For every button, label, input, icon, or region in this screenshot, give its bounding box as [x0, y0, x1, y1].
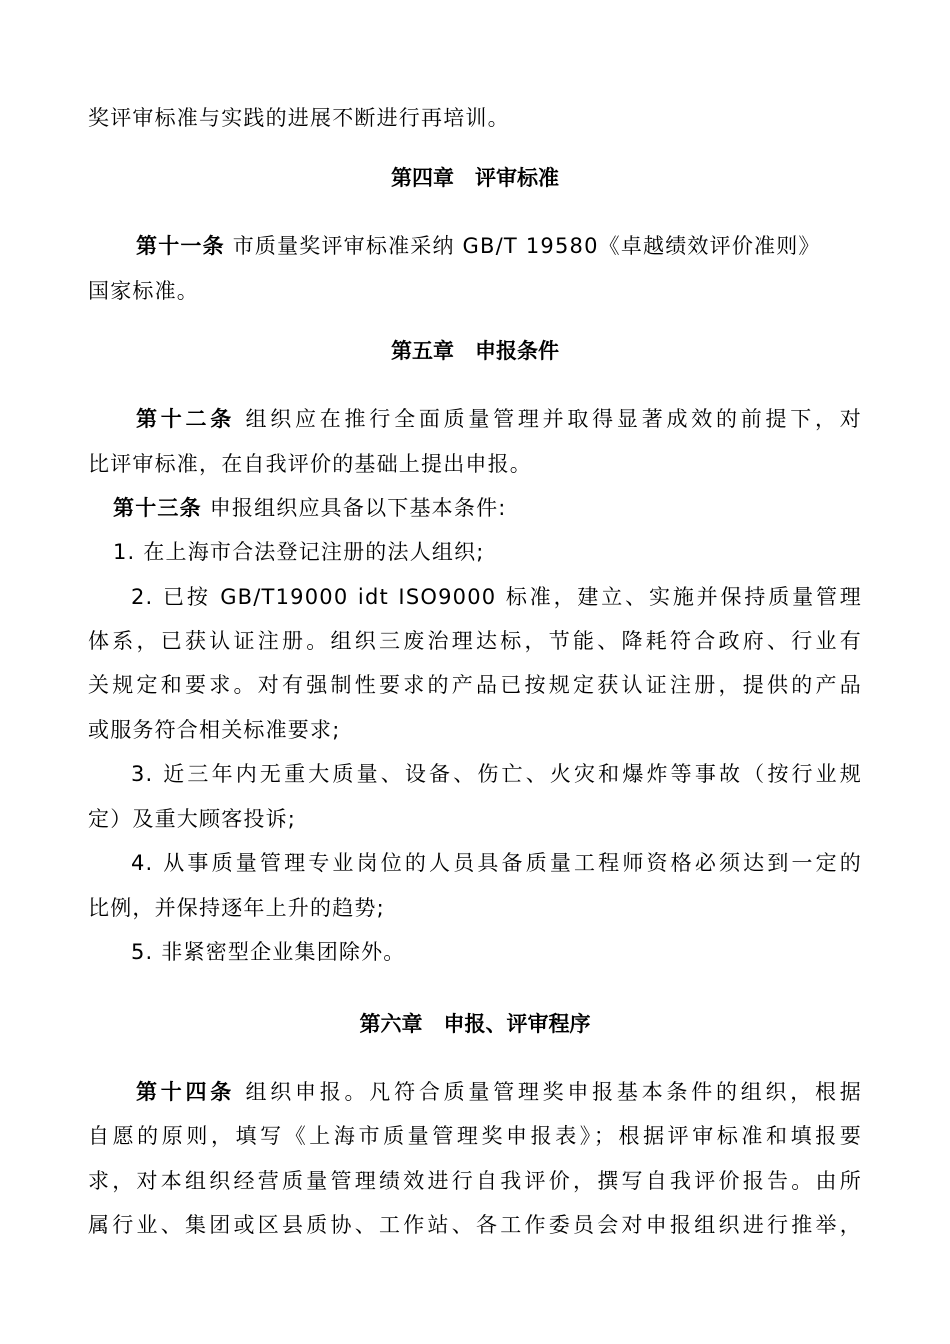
article-14-line-2: 自愿的原则，填写《上海市质量管理奖申报表》；根据评审标准和填报要: [88, 1124, 862, 1148]
chapter-6-heading: 第六章 申报、评审程序: [359, 1012, 591, 1036]
article-11-line-2: 国家标准。: [88, 279, 199, 303]
list-item-2-line-3: 关规定和要求。对有强制性要求的产品已按规定获认证注册，提供的产品: [88, 673, 862, 697]
chapter-5-heading: 第五章 申报条件: [391, 339, 559, 363]
article-14-line-3: 求，对本组织经营质量管理绩效进行自我评价，撰写自我评价报告。由所: [88, 1169, 862, 1193]
list-item-1: 1. 在上海市合法登记注册的法人组织;: [113, 540, 485, 564]
list-item-4-line-1: 4. 从事质量管理专业岗位的人员具备质量工程师资格必须达到一定的: [131, 851, 862, 875]
article-13-line-1: [113, 493, 862, 523]
list-item-2-line-4: 或服务符合相关标准要求;: [88, 718, 341, 742]
article-13-text: 申报组织应具备以下基本条件:: [201, 496, 507, 520]
article-14-line-4: 属行业、集团或区县质协、工作站、各工作委员会对申报组织进行推举，: [88, 1213, 862, 1237]
article-11-label: 第十一条: [136, 234, 225, 258]
article-11-text: 市质量奖评审标准采纳 GB/T 19580《卓越绩效评价准则》: [224, 234, 821, 258]
article-14-line-1: [136, 1077, 862, 1107]
list-item-2-line-2: 体系，已获认证注册。组织三废治理达标，节能、降耗符合政府、行业有: [88, 629, 862, 653]
list-item-3-line-1: 3. 近三年内无重大质量、设备、伤亡、火灾和爆炸等事故（按行业规: [131, 762, 862, 786]
paragraph-line: 奖评审标准与实践的进展不断进行再培训。: [88, 106, 510, 130]
list-item-5: 5. 非紧密型企业集团除外。: [131, 940, 406, 964]
article-13-label: 第十三条: [113, 496, 202, 520]
article-14-text: 组织申报。凡符合质量管理奖申报基本条件的组织，根据: [235, 1080, 862, 1104]
article-12-line-2: 比评审标准，在自我评价的基础上提出申报。: [88, 452, 532, 476]
chapter-4-heading: 第四章 评审标准: [391, 166, 559, 190]
list-item-2-line-1: 2. 已按 GB/T19000 idt ISO9000 标准，建立、实施并保持质量管理: [131, 585, 862, 609]
article-12-label: 第十二条: [136, 407, 236, 431]
article-12-text: 组织应在推行全面质量管理并取得显著成效的前提下，对: [235, 407, 862, 431]
article-11-line-1: [136, 231, 862, 261]
list-item-3-line-2: 定）及重大顾客投诉;: [88, 807, 297, 831]
article-12-line-1: [136, 404, 862, 434]
list-item-4-line-2: 比例，并保持逐年上升的趋势;: [88, 896, 385, 920]
article-14-label: 第十四条: [136, 1080, 236, 1104]
